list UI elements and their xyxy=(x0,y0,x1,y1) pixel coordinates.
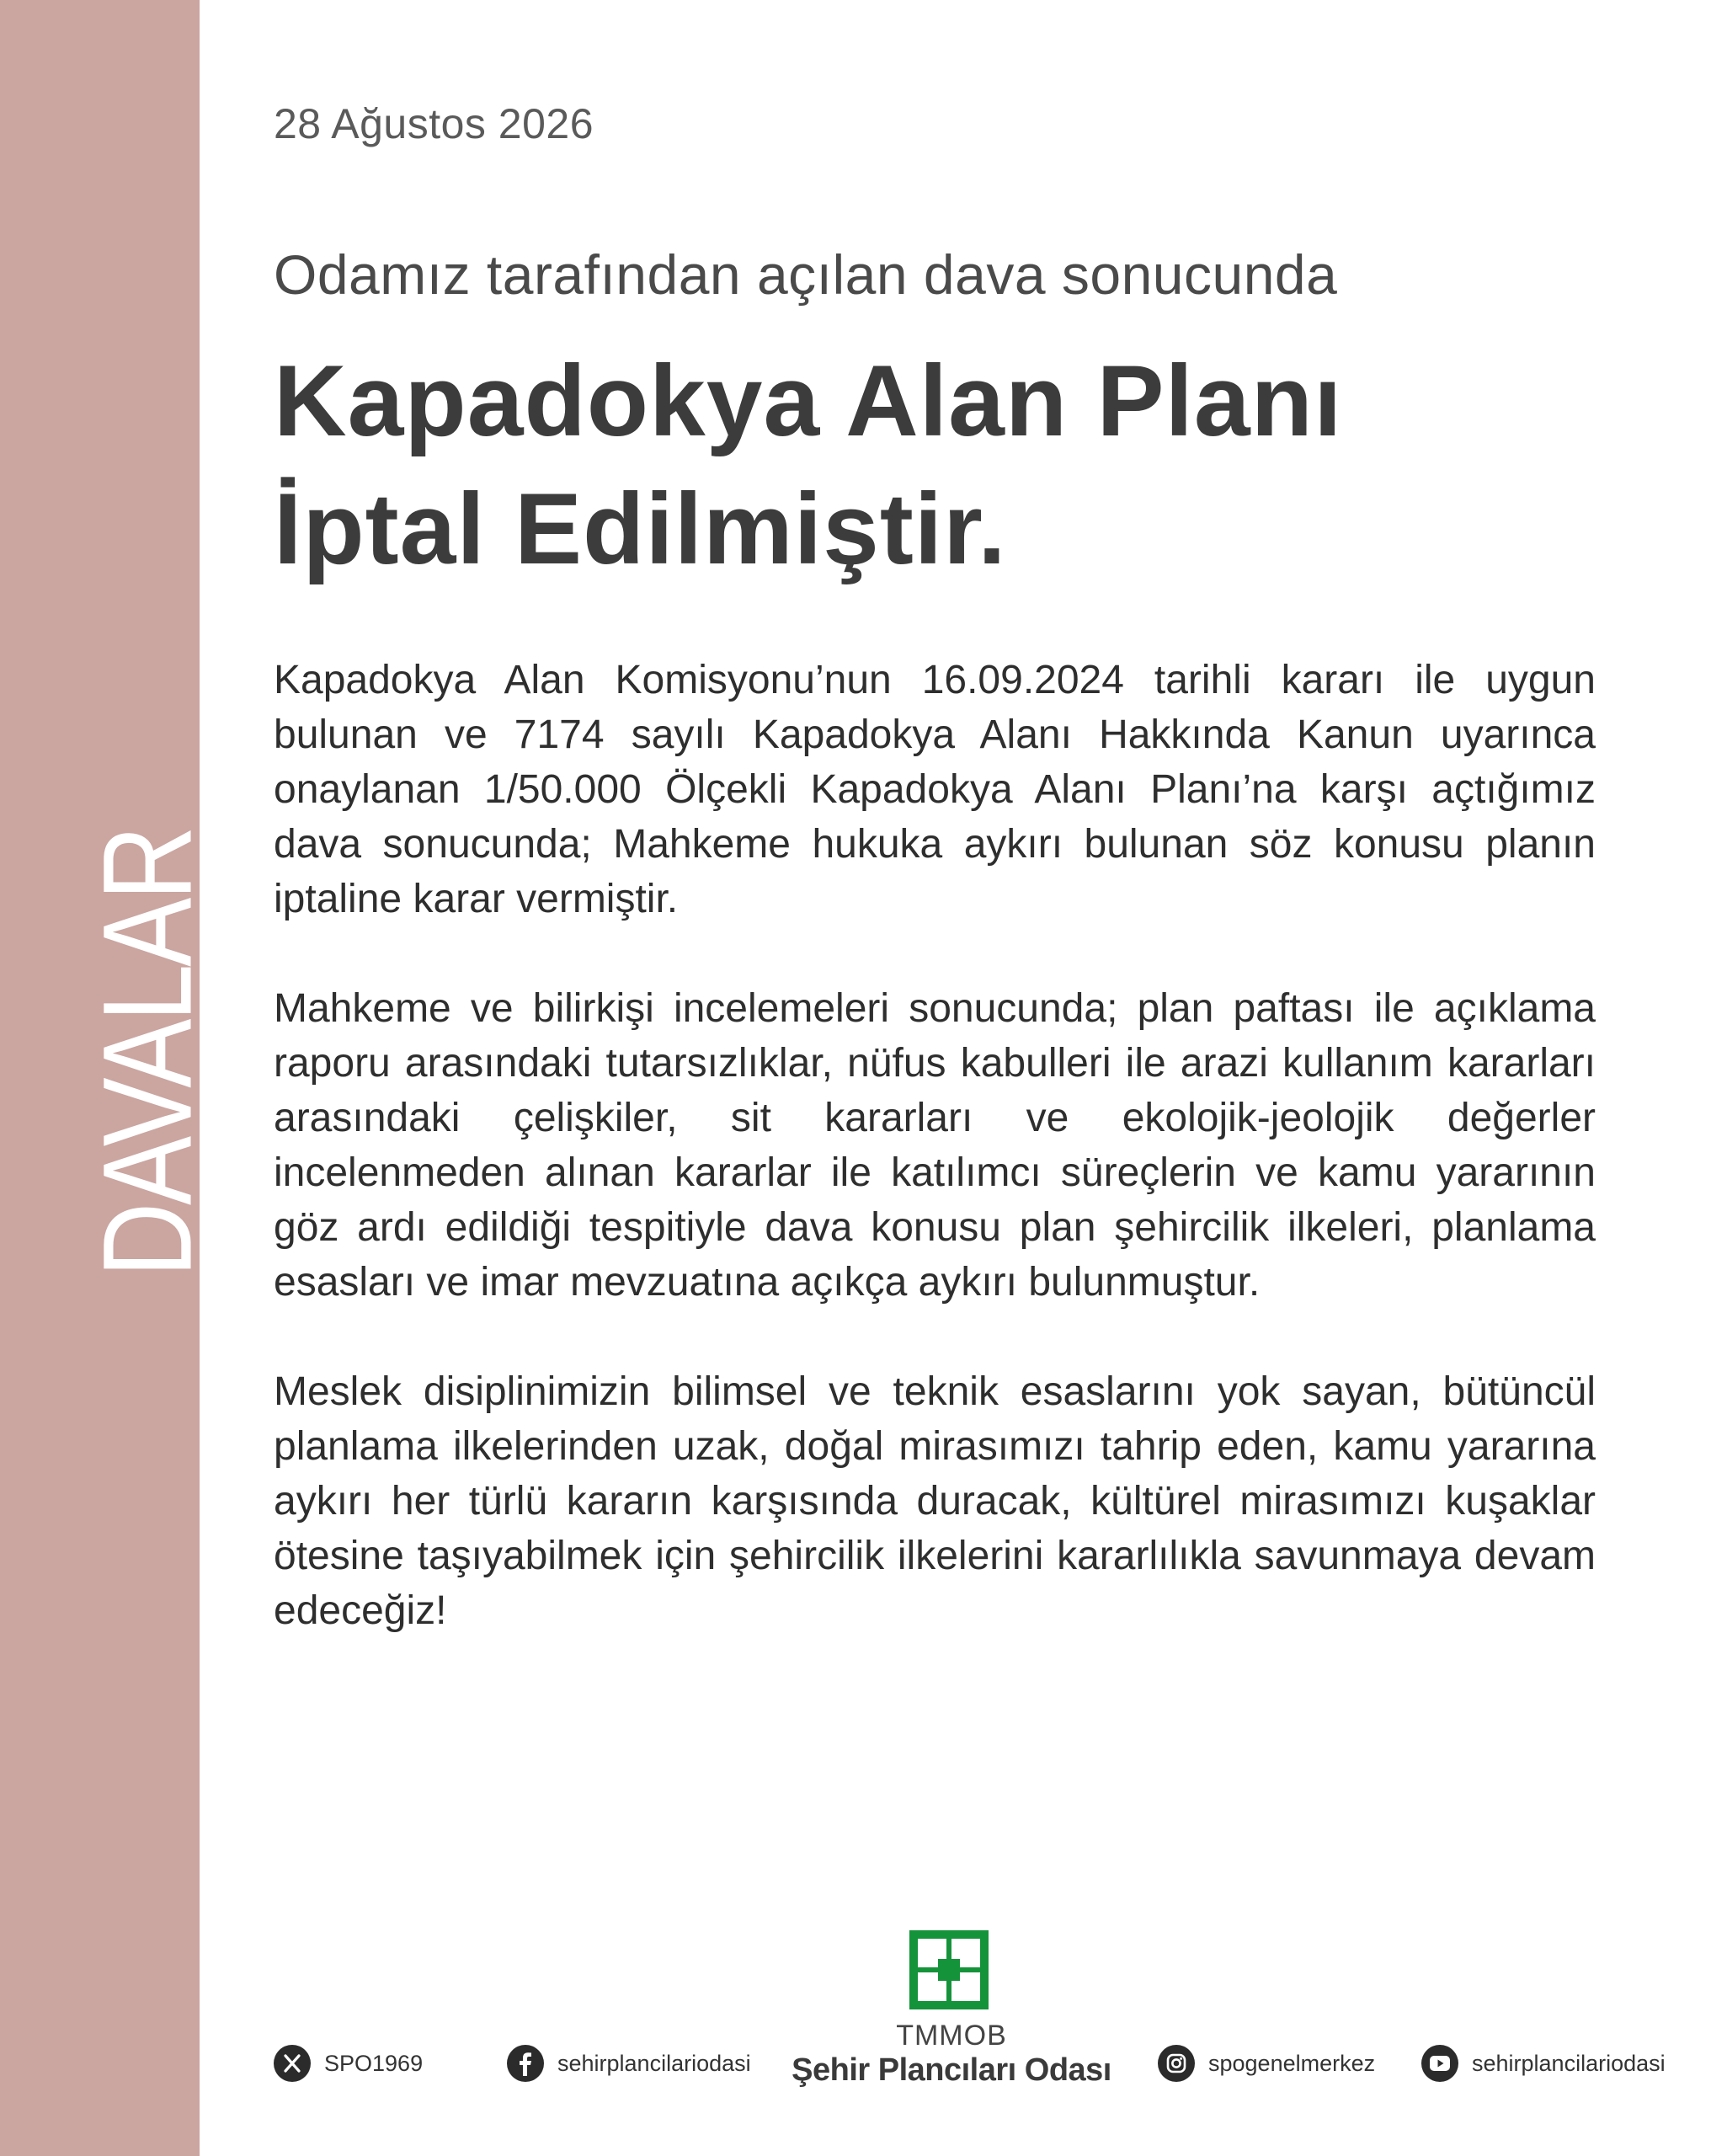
x-icon xyxy=(274,2045,311,2082)
social-instagram[interactable] xyxy=(1158,2045,1375,2082)
headline-line-1: Kapadokya Alan Planı xyxy=(274,344,1343,457)
sidebar-band xyxy=(0,0,218,2156)
paragraph: Mahkeme ve bilirkişi incelemeleri sonucunda; plan paftası ile açıklama raporu arasındaki tutarsızlıklar, nüfus kabulleri ile arazi kullanım kararları arasındaki çelişkiler, sit kararları ve ekolojik-jeolojik değerler incelenmeden alınan kararlar ile katılımcı süreçlerin ve kamu yararının göz ardı edildiği tespitiyle dava konusu plan şehircilik ilkeleri, planlama esasları ve imar mevzuatına açıkça aykırı bulunmuştur. xyxy=(274,986,1596,1305)
social-handle: SPO1969 xyxy=(324,2050,424,2076)
subtitle: Odamız tarafından açılan dava sonucunda xyxy=(274,243,1338,306)
social-handle: sehirplancilariodasi xyxy=(557,2050,751,2076)
headline-line-2: İptal Edilmiştir. xyxy=(274,472,1007,585)
paragraph: Kapadokya Alan Komisyonu’nun 16.09.2024 tarihli kararı ile uygun bulunan ve 7174 sayılı Kapadokya Alanı Hakkında Kanun uyarınca onaylanan 1/50.000 Ölçekli Kapadokya Alanı Planı’na karşı açtığımız dava sonucunda; Mahkeme hukuka aykırı bulunan söz konusu planın iptaline karar vermiştir. xyxy=(274,658,1596,921)
paragraph: Meslek disiplinimizin bilimsel ve teknik esaslarını yok sayan, bütüncül planlama ilkelerinden uzak, doğal mirasımızı tahrip eden, kamu yararına aykırı her türlü kararın karşısında duracak, kültürel mirasımızı kuşaklar ötesine taşıyabilmek için şehircilik ilkelerini kararlılıkla savunmaya devam edeceğiz! xyxy=(274,1369,1596,1633)
category-label: DAVALAR xyxy=(76,828,218,1278)
social-youtube[interactable] xyxy=(1421,2045,1666,2082)
spo-logo-icon xyxy=(909,1930,989,2009)
publish-date: 28 Ağustos 2026 xyxy=(274,100,594,147)
facebook-icon xyxy=(507,2045,544,2082)
org-name: Şehir Plancıları Odası xyxy=(792,2052,1111,2088)
social-handle: spogenelmerkez xyxy=(1208,2050,1376,2076)
social-x[interactable] xyxy=(274,2045,423,2082)
org-short-name: TMMOB xyxy=(896,2020,1007,2052)
youtube-icon xyxy=(1421,2045,1458,2082)
headline xyxy=(274,337,1621,593)
social-facebook[interactable] xyxy=(507,2045,751,2082)
body-text xyxy=(274,653,1596,1693)
social-handle: sehirplancilariodasi xyxy=(1472,2050,1666,2076)
organization-block xyxy=(783,2020,1120,2089)
instagram-icon xyxy=(1158,2045,1195,2082)
